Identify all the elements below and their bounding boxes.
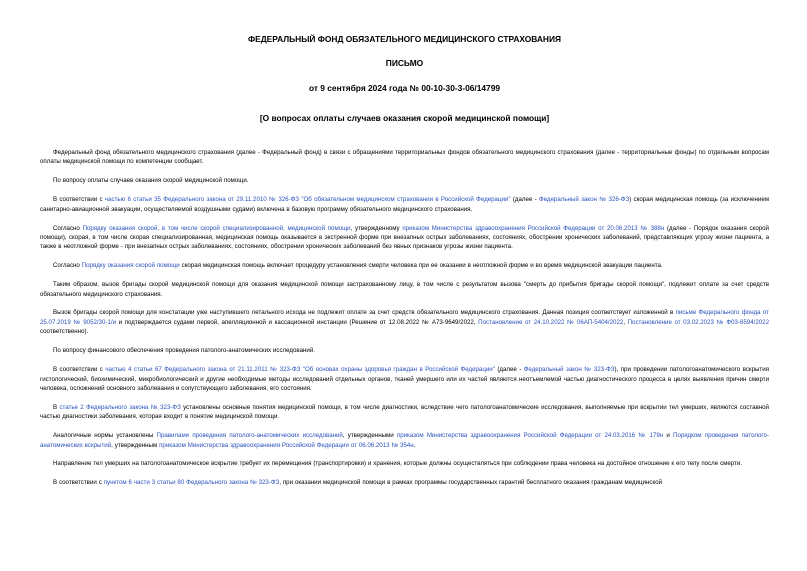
paragraph-text: В соответствии с — [53, 366, 106, 374]
paragraph-text: (далее - — [510, 196, 539, 204]
paragraph-text: Согласно — [53, 224, 83, 232]
document-body — [40, 148, 769, 488]
document-link[interactable]: письме Федерального фонда от 25.07.2019 № 9052/30-1/и — [40, 309, 769, 326]
paragraph-text: Таким образом, вызов бригады скорой медицинской помощи для оказания медицинской помощи застрахованному лицу, в том числе с результатом вызова "смерть до прибытия бригады скорой помощи", подлежит оплате за счет средств обязательного медицинского страхования. — [40, 281, 769, 298]
paragraph — [40, 346, 769, 355]
document-link[interactable]: Порядку оказания скорой помощи — [81, 262, 180, 270]
paragraph — [40, 280, 769, 299]
paragraph-text: В соответствии с — [53, 479, 104, 487]
paragraph-text: В — [53, 403, 60, 411]
paragraph-text: и — [663, 432, 674, 440]
paragraph-text: В соответствии с — [53, 196, 105, 204]
document-type: ПИСЬМО — [385, 58, 424, 68]
document-subject: [О вопросах оплаты случаев оказания скорой медицинской помощи] — [259, 113, 550, 123]
document-link[interactable]: Федеральный закон № 326-ФЗ — [538, 196, 630, 204]
paragraph-text: и подтверждается судами первой, апелляционной и кассационной инстанции (Решение от 12.08.2022 № А73-9649/2022, — [116, 318, 479, 326]
document-link[interactable]: Постановление от 03.02.2023 № Ф03-6594/2022 — [627, 318, 769, 326]
paragraph-text: , — [623, 318, 628, 326]
paragraph-text: Направление тел умерших на патологоанатомическое вскрытие требует их перемещения (транспортировки) и хранения, которые должны осуществляться при соблюдении права человека на достойное отношение к его телу после смерти. — [53, 460, 743, 468]
paragraph-text: . — [413, 441, 416, 449]
organization-title: ФЕДЕРАЛЬНЫЙ ФОНД ОБЯЗАТЕЛЬНОГО МЕДИЦИНСКОГО СТРАХОВАНИЯ — [247, 34, 562, 44]
paragraph-text: Аналогичные нормы установлены — [53, 432, 157, 440]
paragraph-text: установлены основные понятия медицинской помощи, в том числе диагностики, вследствие чего патологоанатомические исследования, выполняемые при вскрытии тел умерших, являются составной частью диагностики заболевания, которая входит в понятие медицинской помощи. — [40, 403, 769, 421]
document-link[interactable]: Федеральный закон № 323-ФЗ — [523, 366, 615, 374]
paragraph — [40, 403, 769, 422]
document-link[interactable]: Правилами проведения патолого-анатомических исследований — [156, 432, 343, 440]
paragraph — [40, 459, 769, 468]
paragraph-text: соответственно). — [40, 328, 89, 336]
paragraph-text: По вопросу финансового обеспечения проведения патолого-анатомических исследований. — [53, 347, 315, 355]
paragraph-text: ), при проведении патологоанатомического вскрытия гистологический, биохимический, микробиологический и другие необходимые методы исследований отдельных органов, тканей умершего или их частей являются неотъемлемой частью диагностического процесса в целях выявления причин смерти человека, осложнений основного заболевания и сопутствующего заболевания, его состояния. — [40, 366, 769, 392]
document-number-date: от 9 сентября 2024 года № 00-10-30-3-06/14799 — [308, 83, 501, 93]
document-link[interactable]: приказом Министерства здравоохранения Российской Федерации от 06.06.2013 № 354н — [159, 441, 414, 449]
document-link[interactable]: приказом Министерства здравоохранения Российской Федерации от 20.06.2013 № 388н — [402, 224, 665, 232]
paragraph — [40, 431, 769, 450]
paragraph-text: скорая медицинская помощь включает процедуру установления смерти человека при ее оказании в неотложной форме и во время медицинской эвакуации пациента. — [179, 262, 663, 270]
document-link[interactable]: частью 6 статьи 35 Федерального закона от 29.11.2010 № 326-ФЗ "Об обязательном медицинском страховании в Российской Федерации" — [104, 196, 511, 204]
paragraph — [40, 195, 769, 214]
document-link[interactable]: приказом Министерства здравоохранения Российской Федерации от 24.03.2016 № 179н — [396, 432, 664, 440]
paragraph — [40, 148, 769, 167]
paragraph-text: , утвержденному — [350, 224, 403, 232]
document-link[interactable]: Порядку оказания скорой, в том числе скорой специализированной, медицинской помощи — [82, 224, 351, 232]
paragraph-text: , утвержденным — [111, 441, 160, 449]
document-link[interactable]: пунктом 6 части 3 статьи 80 Федерального закона № 323-ФЗ — [103, 479, 280, 487]
paragraph-text: Вызов бригады скорой помощи для констатации уже наступившего летального исхода не подлежит оплате за счет средств обязательного медицинского страхования. Данная позиция соответствует изложенной в — [53, 309, 676, 317]
paragraph — [40, 365, 769, 393]
paragraph — [40, 224, 769, 252]
paragraph-text: ) скорая медицинская помощь (за исключением санитарно-авиационной эвакуации, осуществляемой воздушными судами) включена в базовую программу обязательного медицинского страхования. — [40, 196, 769, 213]
paragraph-text: По вопросу оплаты случаев оказания скорой медицинской помощи. — [53, 177, 249, 185]
paragraph — [40, 176, 769, 185]
paragraph-text: Согласно — [53, 262, 82, 270]
paragraph — [40, 308, 769, 336]
document-link[interactable]: Постановление от 24.10.2022 № 06АП-5404/2022 — [478, 318, 624, 326]
paragraph-text: , при оказании медицинской помощи в рамках программы государственных гарантий бесплатного оказания гражданам медицинской — [279, 479, 663, 487]
paragraph — [40, 261, 769, 270]
document-link[interactable]: статье 2 Федерального закона № 323-ФЗ — [59, 403, 181, 411]
paragraph-text: Федеральный фонд обязательного медицинского страхования (далее - Федеральный фонд) в связи с обращениями территориальных фондов обязательного медицинского страхования (далее - территориальные фонды) по отдельным вопросам оплаты медицинской помощи по компетенции сообщает. — [40, 149, 769, 166]
paragraph-text: (далее - — [494, 366, 524, 374]
paragraph-text: (далее - Порядок оказания скорой помощи), скорая, в том числе скорая специализированная, медицинская помощь оказывается в экстренной форме при внезапных острых заболеваниях, состояниях, обострении хронических заболеваний, представляющих угрозу жизни пациента, а также в неотложной форме - при внезапных острых заболеваниях, состояниях, обострении хронических заболеваний без явных признаков угрозы жизни пациента. — [40, 224, 769, 251]
document-link[interactable]: частью 4 статьи 67 Федерального закона от 21.11.2011 № 323-ФЗ "Об основах охраны здоровья граждан в Российской Федерации" — [105, 366, 495, 374]
document-link[interactable]: Порядком проведения патолого-анатомических вскрытий — [40, 432, 769, 449]
paragraph — [40, 478, 769, 487]
paragraph-text: , утвержденными — [342, 432, 397, 440]
